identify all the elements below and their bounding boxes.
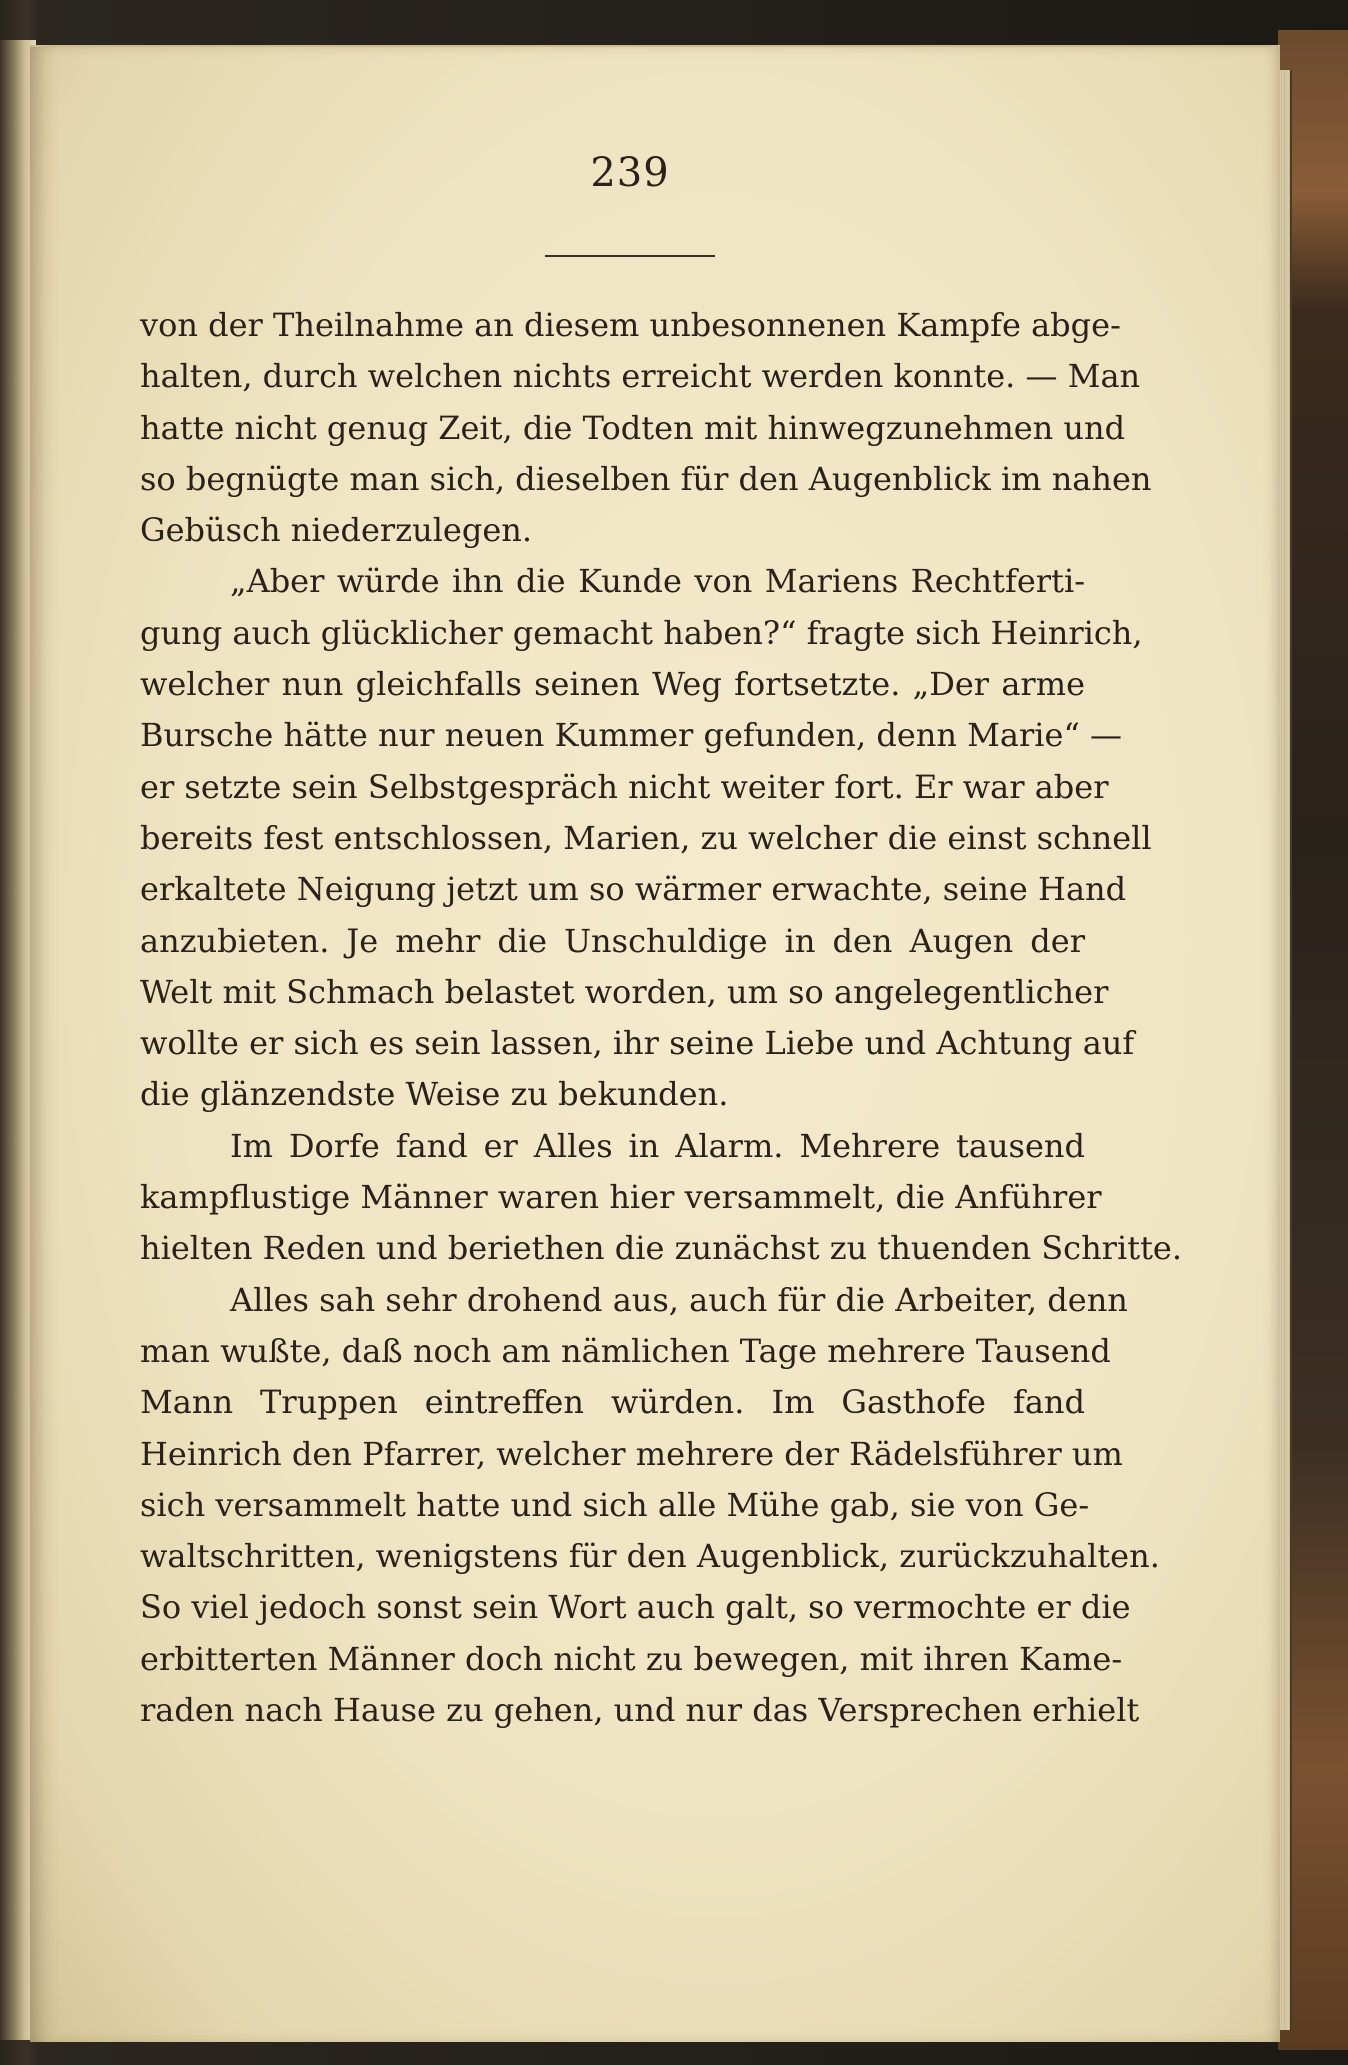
text-line: kampflustige Männer waren hier versammelt, die Anführer	[140, 1178, 1102, 1217]
text-line: so begnügte man sich, dieselben für den Augenblick im nahen	[140, 459, 1152, 498]
text-line: hielten Reden und beriethen die zunächst zu thuenden Schritte.	[140, 1229, 1183, 1268]
text-line: hatte nicht genug Zeit, die Todten mit hinwegzunehmen und	[140, 408, 1126, 447]
text-line: er setzte sein Selbstgespräch nicht weiter fort. Er war aber	[140, 767, 1109, 806]
text-line: So viel jedoch sonst sein Wort auch galt, so vermochte er die	[140, 1588, 1131, 1627]
page-number-rule	[545, 255, 715, 257]
text-line: „Aber würde ihn die Kunde von Mariens Rechtferti-	[230, 562, 1085, 601]
text-line: wollte er sich es sein lassen, ihr seine Liebe und Achtung auf	[140, 1024, 1135, 1063]
text-line: man wußte, daß noch am nämlichen Tage mehrere Tausend	[140, 1331, 1111, 1370]
text-line: erkaltete Neigung jetzt um so wärmer erwachte, seine Hand	[140, 870, 1127, 909]
text-line: Heinrich den Pfarrer, welcher mehrere der Rädelsführer um	[140, 1434, 1123, 1473]
text-line: bereits fest entschlossen, Marien, zu welcher die einst schnell	[140, 818, 1152, 857]
text-line: waltschritten, wenigstens für den Augenblick, zurückzuhalten.	[140, 1537, 1160, 1576]
text-line: Alles sah sehr drohend aus, auch für die Arbeiter, denn	[230, 1280, 1128, 1319]
text-line: gung auch glücklicher gemacht haben?“ fragte sich Heinrich,	[140, 613, 1143, 652]
text-line: Welt mit Schmach belastet worden, um so angelegentlicher	[140, 972, 1109, 1011]
text-line: halten, durch welchen nichts erreicht werden konnte. — Man	[140, 357, 1141, 396]
text-line: erbitterten Männer doch nicht zu bewegen, mit ihren Kame-	[140, 1639, 1123, 1678]
page-number: 239	[590, 150, 670, 196]
text-line: anzubieten. Je mehr die Unschuldige in den Augen der	[140, 921, 1085, 960]
text-line: Bursche hätte nur neuen Kummer gefunden, denn Marie“ —	[140, 716, 1122, 755]
text-line: die glänzendste Weise zu bekunden.	[140, 1075, 729, 1114]
text-line: sich versammelt hatte und sich alle Mühe gab, sie von Ge-	[140, 1485, 1090, 1524]
text-line: raden nach Hause zu gehen, und nur das Versprechen erhielt	[140, 1691, 1140, 1730]
page-body-text	[140, 300, 1183, 1736]
text-line: Gebüsch niederzulegen.	[140, 511, 533, 550]
text-line: von der Theilnahme an diesem unbesonnenen Kampfe abge-	[140, 306, 1121, 344]
text-line: welcher nun gleichfalls seinen Weg fortsetzte. „Der arme	[140, 665, 1085, 704]
text-line: Mann Truppen eintreffen würden. Im Gasthofe fand	[140, 1383, 1085, 1422]
text-line: Im Dorfe fand er Alles in Alarm. Mehrere tausend	[230, 1126, 1085, 1165]
